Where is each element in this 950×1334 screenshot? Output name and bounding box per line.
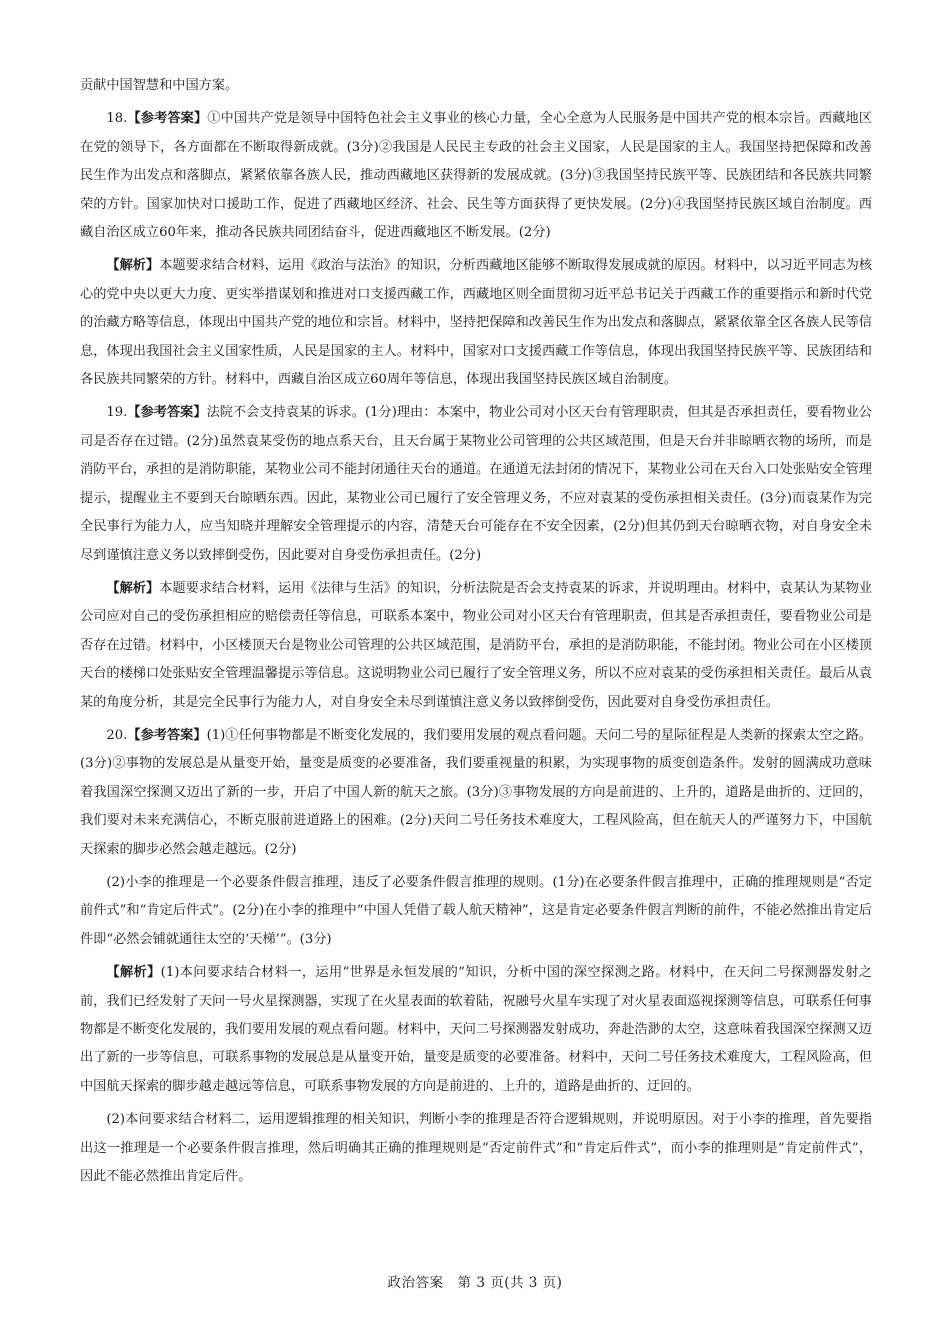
answer-page bbox=[80, 72, 872, 1196]
q20-number: 20. bbox=[106, 727, 128, 743]
q20-analysis-part2: (2)本问要求结合材料二，运用逻辑推理的相关知识，判断小李的推理是否符合逻辑规则，并说明原因。对于小李的推理，首先要指出这一推理是一个必要条件假言推理，然后明确其正确的推理规则是“否定前件式”和“肯定后件式”，而小李的推理则是“肯定前件式”，因此不能必然推出肯定后件。 bbox=[80, 1112, 872, 1185]
q19-number: 19. bbox=[106, 405, 128, 421]
q20-answer-text-1: (1)①任何事物都是不断变化发展的，我们要用发展的观点看问题。天问二号的星际征程是人类新的探索太空之路。(3分)②事物的发展总是从量变开始，量变是质变的必要准备，我们要重视量的积累，为实现事物的质变创造条件。发射的圆满成功意味着我国深空探测又迈出了新的一步，开启了中国人新的航天之旅。(3分)③事物发展的方向是前进的、上升的，道路是曲折的、迂回的，我们要对未来充满信心，不断克服前进道路上的困难。(2分)天问二号任务技术难度大，工程风险高，但在航天人的严谨努力下，中国航天探索的脚步必然会越走越远。(2分) bbox=[80, 727, 872, 857]
q20-analysis-part1 bbox=[80, 959, 872, 1101]
q20-analysis-tag: 【解析】 bbox=[106, 965, 161, 981]
q18-analysis-tag: 【解析】 bbox=[106, 258, 160, 274]
q20-answer-part1 bbox=[80, 722, 872, 864]
q19-answer bbox=[80, 399, 872, 569]
q18-analysis-text: 本题要求结合材料，运用《政治与法治》的知识，分析西藏地区能够不断取得发展成就的原因。材料中，以习近平同志为核心的党中央以更大力度、更实举措谋划和推进对口支援西藏工作，西藏地区则全面贯彻习近平总书记关于西藏工作的重要指示和新时代党的治藏方略等信息，体现出中国共产党的地位和宗旨。材料中，坚持把保障和改善民生作为出发点和落脚点，紧紧依靠全区各族人民等信息，体现出我国社会主义国家性质，人民是国家的主人。材料中，国家对口支援西藏工作等信息，体现出我国坚持民族平等、民族团结和各民族共同繁荣的方针。材料中，西藏自治区成立60周年等信息，体现出我国坚持民族区域自治制度。 bbox=[80, 258, 873, 388]
q20-analysis-text-1: (1)本问要求结合材料一，运用“世界是永恒发展的”知识，分析中国的深空探测之路。材料中，在天问二号探测器发射之前，我们已经发射了天问一号火星探测器，实现了在火星表面的软着陆，祝融号火星车实现了对火星表面巡视探测等信息，可联系任何事物都是不断变化发展的，我们要用发展的观点看问题。材料中，天问二号探测器发射成功，奔赴浩渺的太空，这意味着我国深空探测又迈出了新的一步等信息，可联系事物的发展总是从量变开始，量变是质变的必要准备。材料中，天问二号任务技术难度大，工程风险高，但中国航天探索的脚步越走越远等信息，可联系事物发展的方向是前进的、上升的，道路是曲折的、迂回的。 bbox=[80, 965, 872, 1094]
q19-analysis-text: 本题要求结合材料，运用《法律与生活》的知识，分析法院是否会支持袁某的诉求，并说明理由。材料中，袁某认为某物业公司应对自己的受伤承担相应的赔偿责任等信息，可联系本案中，物业公司对小区天台有管理职责，但其是否承担责任，要看物业公司是否存在过错。材料中，小区楼顶天台是物业公司管理的公共区域范围，是消防平台，承担的是消防职能，不能封闭。物业公司在小区楼顶天台的楼梯口处张贴安全管理温馨提示等信息。这说明物业公司已履行了安全管理义务，所以不应对袁某的受伤承担相关责任。最后从袁某的角度分析，其是完全民事行为能力人，对自身安全未尽到谨慎注意义务以致摔倒受伤，因此要对自身受伤承担责任。 bbox=[80, 580, 873, 710]
q18-answer-text: ①中国共产党是领导中国特色社会主义事业的核心力量，全心全意为人民服务是中国共产党的根本宗旨。西藏地区在党的领导下，各方面都在不断取得新成就。(3分)②我国是人民民主专政的社会主义国家，人民是国家的主人。我国坚持把保障和改善民生作为出发点和落脚点，紧紧依靠各族人民，推动西藏地区获得新的发展成就。(3分)③我国坚持民族平等、民族团结和各民族共同繁荣的方针。国家加快对口援助工作，促进了西藏地区经济、社会、民生等方面获得了更快发展。(2分)④我国坚持民族区域自治制度。西藏自治区成立60年来，推动各民族共同团结奋斗，促进西藏地区不断发展。(2分) bbox=[80, 111, 872, 241]
q18-analysis bbox=[80, 252, 872, 394]
q18-number: 18. bbox=[106, 111, 128, 127]
page-footer: 政治答案 第 3 页(共 3 页) bbox=[387, 1275, 563, 1291]
q19-answer-tag: 【参考答案】 bbox=[127, 405, 207, 421]
q19-analysis bbox=[80, 575, 872, 717]
q18-answer bbox=[80, 105, 872, 247]
q19-analysis-tag: 【解析】 bbox=[106, 580, 160, 596]
q18-answer-tag: 【参考答案】 bbox=[127, 111, 208, 127]
q20-answer-tag: 【参考答案】 bbox=[127, 727, 207, 743]
q20-answer-part2: (2)小李的推理是一个必要条件假言推理，违反了必要条件假言推理的规则。(1分)在必要条件假言推理中，正确的推理规则是“否定前件式”和“肯定后件式”。(2分)在小李的推理中“中国人凭借了载人航天精神”，这是肯定必要条件假言判断的前件，不能必然推出肯定后件即“必然会铺就通往太空的‘天梯’”。(3分) bbox=[80, 874, 872, 947]
intro-tail: 贡献中国智慧和中国方案。 bbox=[80, 78, 239, 93]
q19-answer-text: 法院不会支持袁某的诉求。(1分)理由：本案中，物业公司对小区天台有管理职责，但其是否承担责任，要看物业公司是否存在过错。(2分)虽然袁某受伤的地点系天台，且天台属于某物业公司管理的公共区域范围，但是天台并非晾晒衣物的场所，而是消防平台，承担的是消防职能，某物业公司不能封闭通往天台的通道。在通道无法封闭的情况下，某物业公司在天台入口处张贴安全管理提示，提醒业主不要到天台晾晒东西。因此，某物业公司已履行了安全管理义务，不应对袁某的受伤承担相关责任。(3分)而袁某作为完全民事行为能力人，应当知晓并理解安全管理提示的内容，清楚天台可能存在不安全因素，(2分)但其仍到天台晾晒衣物，对自身安全未尽到谨慎注意义务以致摔倒受伤，因此要对自身受伤承担责任。(2分) bbox=[80, 405, 872, 563]
